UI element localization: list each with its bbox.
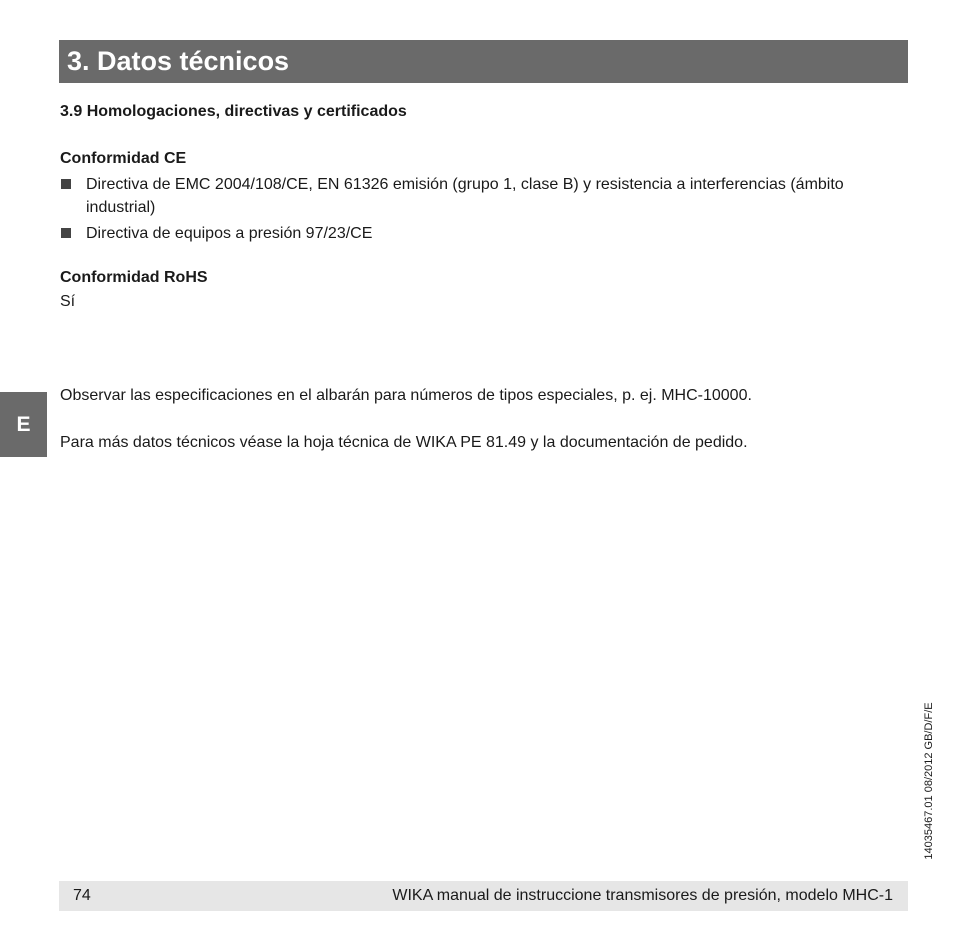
ce-directive-pressure: Directiva de equipos a presión 97/23/CE xyxy=(86,225,373,242)
special-types-note: Observar las especificaciones en el albarán para números de tipos especiales, p. ej. MHC-10000. xyxy=(60,387,752,404)
document-code xyxy=(920,682,938,880)
document-code-text: 14035467.01 08/2012 GB/D/F/E xyxy=(923,702,935,860)
rohs-conformity-value: Sí xyxy=(60,293,76,310)
chapter-header-bar xyxy=(59,40,908,83)
list-item xyxy=(60,173,900,219)
rohs-conformity-heading: Conformidad RoHS xyxy=(60,269,208,286)
language-tab xyxy=(0,392,47,457)
square-bullet-icon xyxy=(61,228,71,238)
more-data-note: Para más datos técnicos véase la hoja técnica de WIKA PE 81.49 y la documentación de pedido. xyxy=(60,434,748,451)
ce-directive-emc: Directiva de EMC 2004/108/CE, EN 61326 emisión (grupo 1, clase B) y resistencia a interferencias (ámbito industrial) xyxy=(86,176,844,216)
section-heading: 3.9 Homologaciones, directivas y certificados xyxy=(60,103,407,120)
page-number: 74 xyxy=(73,887,91,904)
footer-manual-title: WIKA manual de instruccione transmisores de presión, modelo MHC-1 xyxy=(392,887,893,904)
list-item xyxy=(60,222,900,245)
language-tab-letter: E xyxy=(16,413,31,436)
footer-bar xyxy=(59,881,908,911)
ce-conformity-heading: Conformidad CE xyxy=(60,150,187,167)
square-bullet-icon xyxy=(61,179,71,189)
chapter-title: 3. Datos técnicos xyxy=(67,46,290,76)
ce-directive-list xyxy=(60,173,900,248)
